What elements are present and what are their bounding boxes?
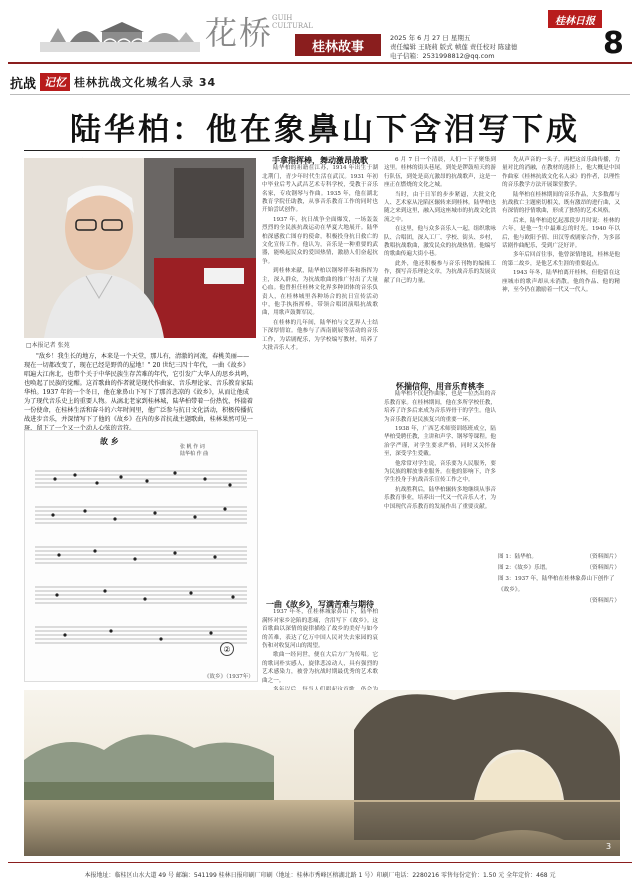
- col1-paragraph: 1937 年，抗日战争全面爆发，一场轰轰烈烈的全民族抗战运动在华夏大地展开。陆华柏深感救亡图存的使命，积极投身抗日救亡的文化宣传工作。他认为，音乐是一种重要的武器，能唤起民众的爱国热情，激励人们奋起抗争。: [262, 216, 378, 265]
- subhead-3: 怀揣信仰，用音乐育桃李: [396, 381, 484, 391]
- email-line: 电子信箱：2531998812@qq.com: [390, 52, 495, 60]
- col1-paragraph: 在桂林的几年间，陆华柏与文艺界人士结下深厚情谊。他参与了西南剧展等活动的音乐工作，为话剧配乐，为学校编写教材，培养了大批音乐人才。: [262, 319, 378, 351]
- figure-caption: [498, 563, 620, 574]
- col2-paragraph: 在这里，他与众多音乐人一起，组织歌咏队、合唱团，深入工厂、学校、街头、乡村，教唱抗战歌曲，激发民众的抗战热情。他编写的歌曲传遍大街小巷。: [384, 226, 496, 258]
- article-column-3: [502, 156, 620, 546]
- caption-source: （资料图片）: [586, 598, 620, 604]
- masthead-title: 花桥: [205, 14, 274, 52]
- footer-text: 本报地址：临桂区山水大道 49 号 邮编：541199 桂林日报印刷厂印刷（地址：桂林市秀峰区榕湖北路 1 号）印刷厂电话：2280216 零售每份定价：1.50 元 全年定价：468 元: [84, 872, 556, 879]
- sheet-music-credits: 张 帆 作 词 陆华柏 作 曲: [180, 444, 209, 457]
- col2-paragraph: 此外，他还积极参与音乐刊物的编辑工作，撰写音乐理论文章，为抗战音乐的发展贡献了自己的力量。: [384, 260, 496, 284]
- caption-text: 1937 年，陆华柏在桂林象鼻山下创作了《故乡》。: [498, 576, 615, 593]
- section-badge: 桂林故事: [295, 34, 381, 56]
- figure-number-2: ②: [220, 642, 234, 656]
- caption-num: 图 1：: [498, 554, 515, 560]
- article-column-1: [262, 156, 378, 596]
- article-column-2: [384, 156, 496, 376]
- subhead-2: 一曲《故乡》，写满苦难与期待: [266, 599, 374, 609]
- series-label-b: 记忆: [40, 73, 70, 91]
- masthead-pinyin: GUIH CULTURAL: [272, 14, 313, 30]
- article-column-1b: [262, 600, 378, 686]
- col3-paragraph: 多年后回首往事，他曾深情地说，桂林是他的第二故乡，是他艺术生涯的重要起点。: [502, 252, 620, 267]
- portrait-photo: [24, 158, 256, 338]
- subhead-1: 手拿指挥棒，舞动激昂战歌: [272, 155, 368, 165]
- col3-paragraph: 先从声音的一头子，再把这首乐曲传播，力量对比的消融，在教材的选择上，他大概是中国作曲家《桂林抗战文化名人录》的作者，以理性的音乐教学方法开展课堂教学。: [502, 157, 620, 189]
- col2b-paragraph: 抗战胜利后，陆华柏辗转多地继续从事音乐教育事业，培养出一代又一代音乐人才，为中国现代音乐教育的发展作出了重要贡献。: [384, 486, 496, 510]
- caption-text: 陆华柏。: [514, 554, 537, 560]
- col2b-paragraph: 他常常对学生说，音乐要为人民服务，要为民族的解放事业服务。在他的影响下，许多学生投身于抗战音乐宣传工作之中。: [384, 460, 496, 484]
- figure-caption: [498, 552, 620, 563]
- page-number: 8: [603, 26, 624, 61]
- series-rule: [10, 94, 630, 95]
- figure-caption-list: [498, 552, 620, 607]
- col2-paragraph: 当时，由于日军的步步紧逼，大批文化人、艺术家从沦陷区辗转来到桂林。陆华柏也随之来到这里，融入到这座城市的抗战文化洪流之中。: [384, 191, 496, 223]
- editors-line: 责任编辑 王晓莉 版式 帧莲 责任校对 陈建德: [390, 43, 518, 51]
- col2b-paragraph: 陆华柏不仅是作曲家，也是一位杰出的音乐教育家。在桂林期间，他在多所学校任教，培养了许多后来成为音乐界骨干的学生。他认为音乐教育是民族复兴的重要一环。: [384, 391, 496, 423]
- series-banner: [10, 72, 216, 92]
- figure-caption: [498, 574, 620, 607]
- sheet-music-caption: 《故乡》（1937年）: [204, 674, 254, 680]
- col1b-paragraph: 1937 年冬，在桂林城象鼻山下，陆华柏满怀对家乡沦陷的悲痛，含泪写下《故乡》。这首歌曲以深情的旋律描绘了故乡的美好与如今的苦难，表达了亿万中国人民对失去家园的哀伤和对收复河山的渴望。: [262, 609, 378, 650]
- headline: 陆华柏：他在象鼻山下含泪写下成: [70, 112, 580, 148]
- reporter-byline: □本报记者 张苑: [26, 342, 70, 349]
- elephant-trunk-hill-photo: [24, 690, 620, 856]
- col1-paragraph: 到桂林来献，陆华柏以钢琴伴奏和指挥为主，深入群众，为抗战歌曲的推广付出了大量心血。他曾担任桂林文化界多种团体的音乐负责人，在桂林城里各种场合的抗日宣传活动中，他手执指挥棒，带领合唱团演唱抗战歌曲，用歌声鼓舞军民。: [262, 268, 378, 317]
- col3-paragraph: 后来，陆华柏追忆起那段岁月时说：桂林的六年，是他一生中最难忘的时光。1940 年以后，他与欧阳予倩、田汉等戏剧家合作，为多部话剧作曲配乐，受到广泛好评。: [502, 217, 620, 250]
- figure-number-3: 3: [606, 842, 612, 851]
- col2b-paragraph: 1938 年，广西艺术师资训练班成立，陆华柏受聘任教，主讲和声学、钢琴等课程。他治学严谨，对学生要求严格，同时又关怀备至，深受学生爱戴。: [384, 426, 496, 458]
- col1b-paragraph: 歌曲一经问世，便在大后方广为传唱。它的歌词朴实感人，旋律悲凉动人，具有强烈的艺术感染力，被誉为抗战时期最优秀的艺术歌曲之一。: [262, 652, 378, 684]
- caption-source: （资料图片）: [586, 554, 620, 560]
- col1-paragraph: 陆华柏的祖籍在江苏，1914 年出生于湖北荆门，青少年时代生活在武汉。1931 年初中毕业后考入武昌艺术专科学校，受教于音乐名家，专攻钢琴与作曲。1935 年，他在湖北教育学院任助教，从事音乐教育工作的同时也开始尝试创作。: [262, 165, 378, 214]
- masthead-meta: [390, 34, 517, 61]
- sheet-music-title: 故 乡: [100, 436, 119, 446]
- issue-date: 2025 年 6 月 27 日 星期五: [390, 34, 471, 42]
- newspaper-logo: 桂林日报: [548, 10, 602, 28]
- headline-rule: [24, 150, 620, 151]
- caption-num: 图 2：: [498, 565, 515, 571]
- caption-source: （资料图片）: [586, 565, 620, 571]
- series-label-c: 桂林抗战文化城名人录 34: [74, 76, 217, 89]
- caption-num: 图 3：: [498, 576, 515, 582]
- col3-paragraph: 陆华柏在桂林期间的音乐作品，大多数都与抗战救亡主题密切相关，既有激昂的进行曲，又有深情的抒情歌曲，形成了独特的艺术风格。: [502, 191, 620, 215]
- series-label-a: 抗战: [10, 76, 37, 92]
- top-rule: [8, 62, 632, 64]
- col2-paragraph: 6 月 7 日一个清晨，人们一下子聚集到这里。桂林的街头巷尾，到处是锣鼓喧天的游行队伍，到处是高亢激昂的抗战歌声，这是一座正在燃烧的文化之城。: [384, 157, 496, 189]
- footer-rule: [8, 862, 632, 863]
- article-intro: "敌乡！我生长的地方，本来是一个天堂，那儿有，清澈的河流，春桃美丽——现在一切都改变了，现在已经是野兽的屋地！" 20 世纪三四十年代，一曲《故乡》唱遍大江南北，也带个关于中华民族生存苦难的年代，它引发广大华人的思乡共鸣，也唤起了民族的觉醒。这首歌曲的作者就是现代作曲家、音乐理论家、音乐教育家陆华柏。1937 年的一个冬日，他在象鼻山下写下了那首悲凉的《故乡》，从而让他成为了现代音乐史上的重要人物。从漓北老家到桂林城，陆华柏带着一份热忱，怀揣着一份使命，在桂林生活和奋斗的六年时间里，他广泛参与抗日文化活动，积极传播抗战进步音乐，并深情写下了他的《故乡》在内的多首抗战主题歌曲，桂林果然可见一斑，留下了一个又一个动人心弦的音符。: [24, 353, 253, 432]
- caption-text: 《故乡》乐谱。: [514, 565, 551, 571]
- col3-paragraph: 1943 年冬，陆华柏离开桂林，但他留在这座城市的歌声却从未消散。他的作品、他的精神，至今仍在激励着一代又一代人。: [502, 270, 620, 294]
- city-skyline-graphic: [40, 12, 200, 52]
- article-column-2b: [384, 382, 496, 684]
